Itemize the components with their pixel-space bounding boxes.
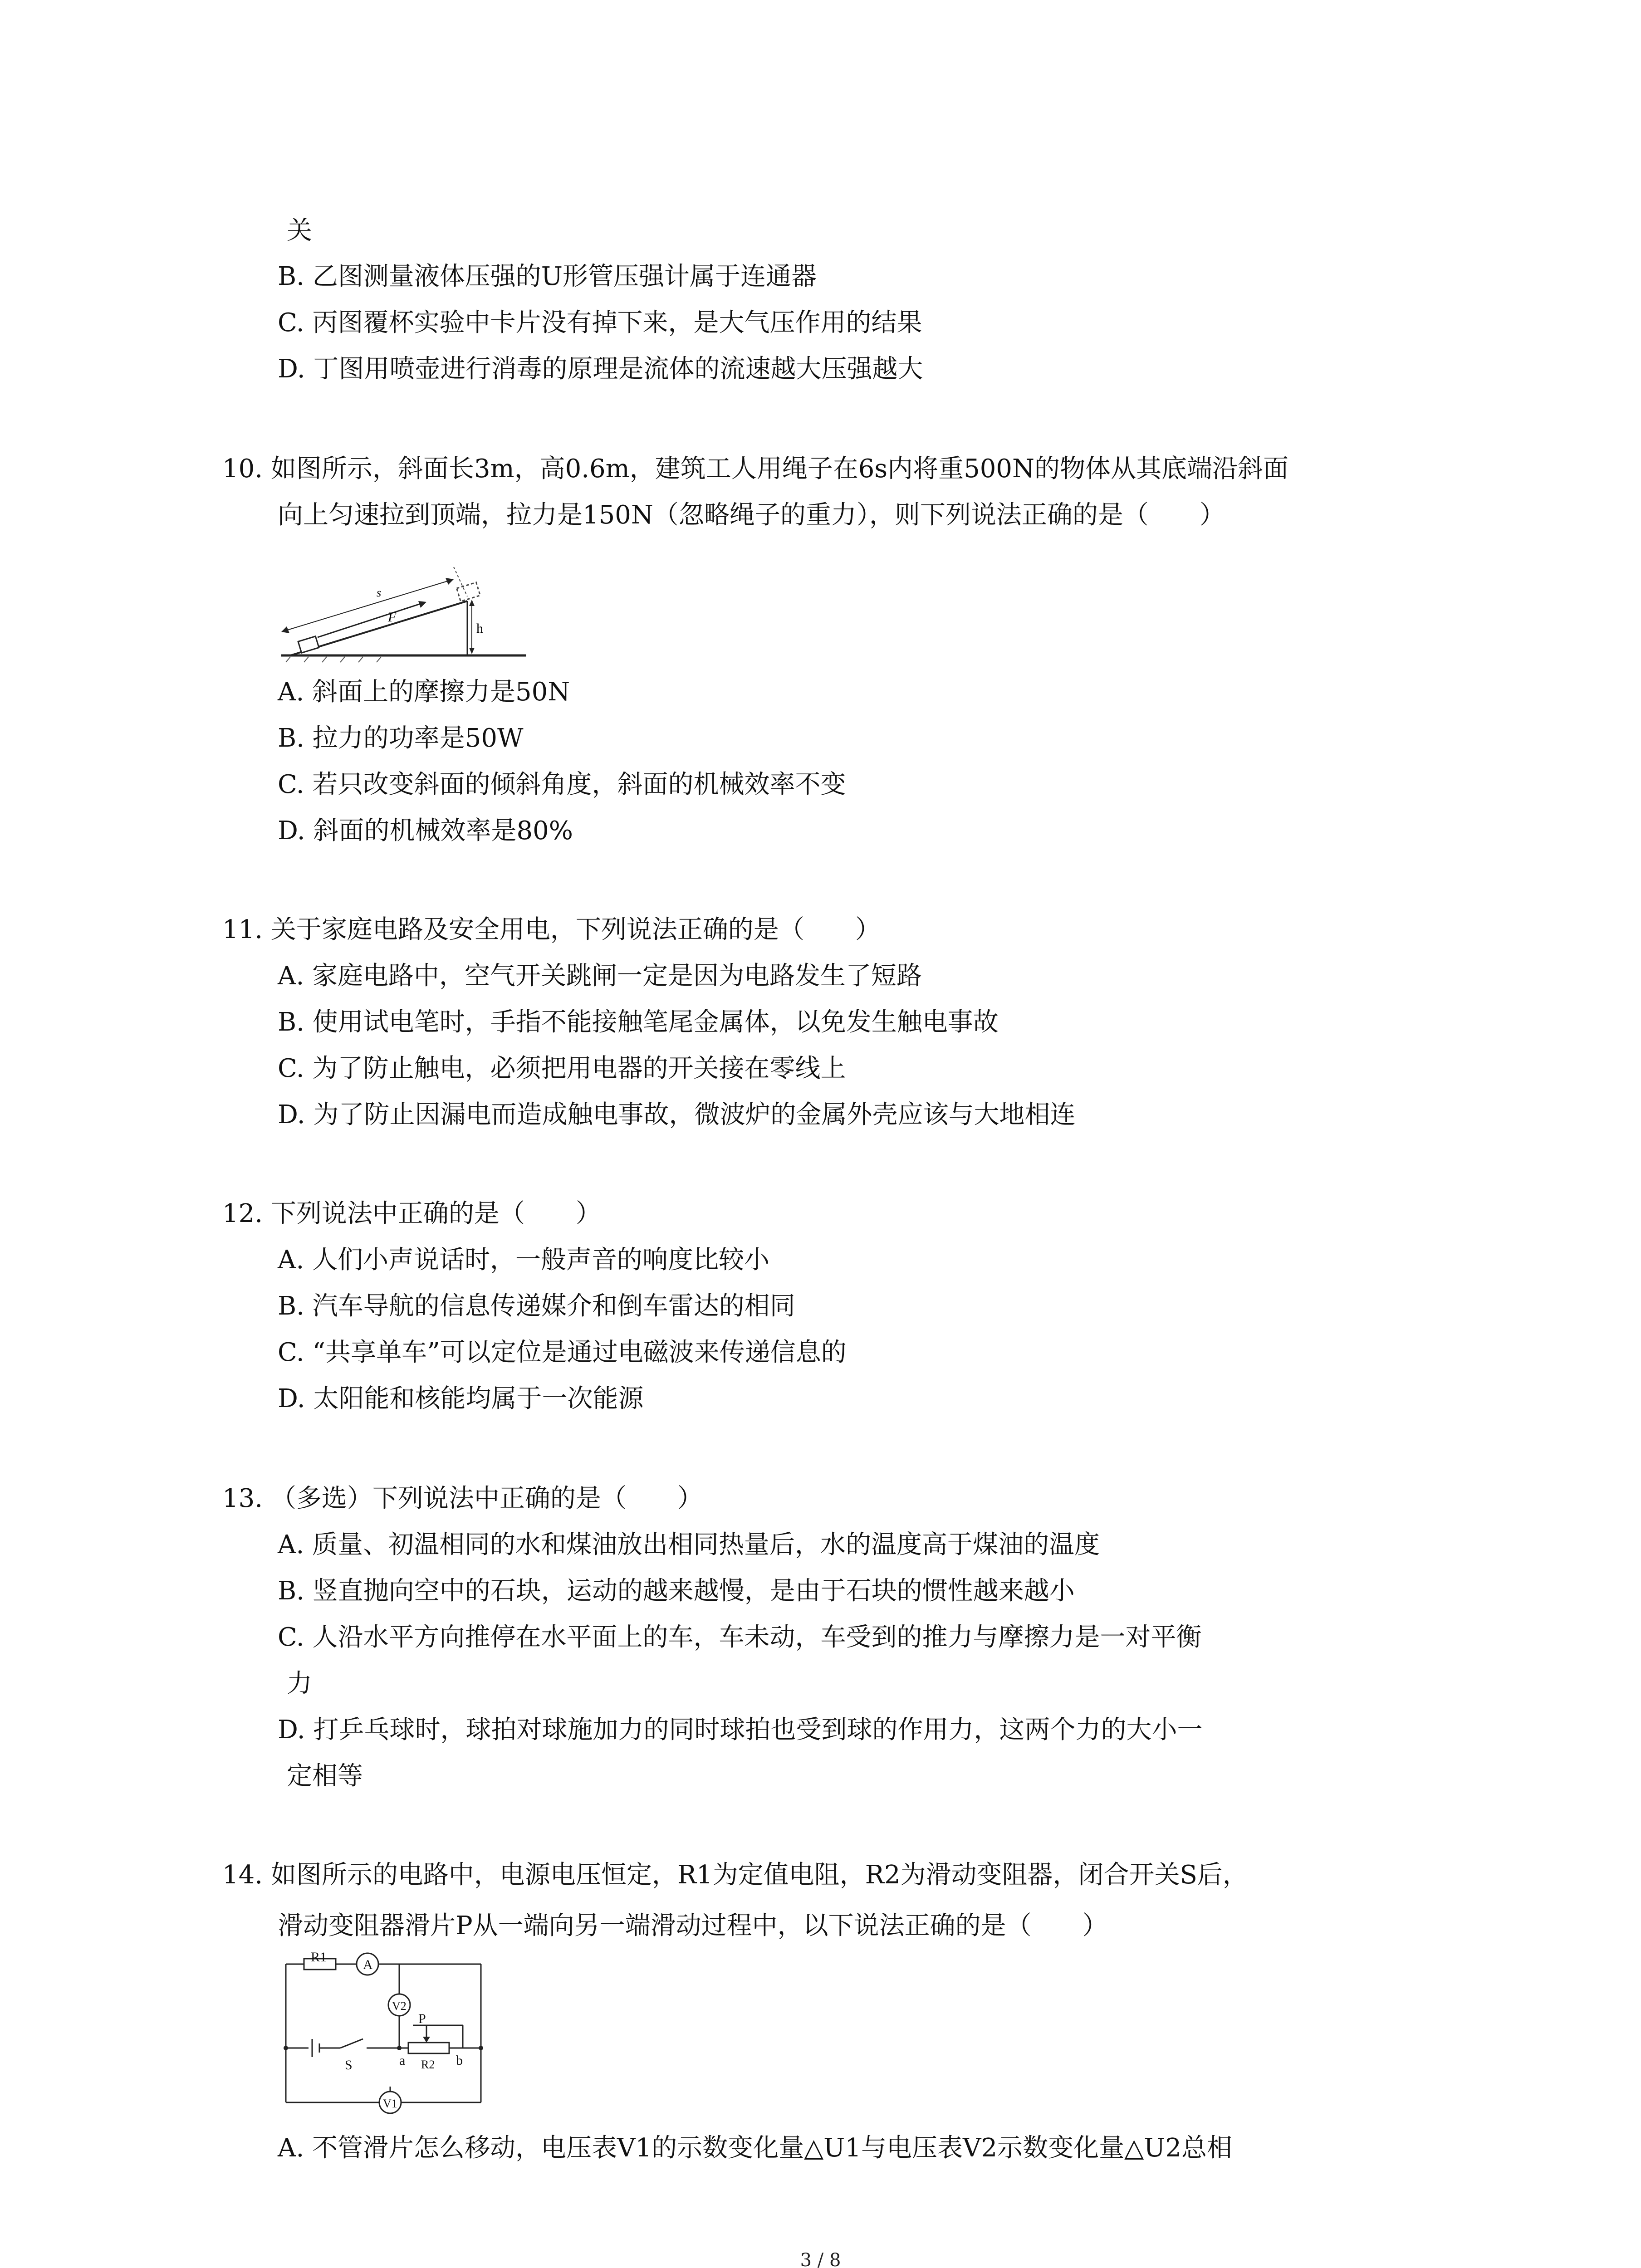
q11-option-c: C. 为了防止触电，必须把用电器的开关接在零线上 <box>278 1054 846 1083</box>
q10-option-a: A. 斜面上的摩擦力是50N <box>278 677 570 707</box>
q13-option-d-line1: D. 打乒乓球时，球拍对球施加力的同时球拍也受到球的作用力，这两个力的大小一 <box>278 1715 1203 1745</box>
q10-stem-line2: 向上匀速拉到顶端，拉力是150N（忽略绳子的重力），则下列说法正确的是（ ） <box>278 500 1225 530</box>
page-number: 3 / 8 <box>800 2250 841 2268</box>
q12-option-a: A. 人们小声说话时，一般声音的响度比较小 <box>278 1245 770 1275</box>
q13-stem: 13. （多选）下列说法中正确的是（ ） <box>222 1484 703 1513</box>
q9-option-b: B. 乙图测量液体压强的U形管压强计属于连通器 <box>278 262 817 291</box>
q10-stem-line1: 10. 如图所示，斜面长3m，高0.6m，建筑工人用绳子在6s内将重500N的物体从其底端沿斜面 <box>222 454 1289 484</box>
q12-option-b: B. 汽车导航的信息传递媒介和倒车雷达的相同 <box>278 1291 795 1321</box>
q14-stem-line2: 滑动变阻器滑片P从一端向另一端滑动过程中，以下说法正确的是（ ） <box>278 1911 1108 1941</box>
label-h: h <box>476 621 483 636</box>
q10-option-d: D. 斜面的机械效率是80% <box>278 816 573 846</box>
label-v1: V1 <box>383 2097 397 2110</box>
label-b: b <box>456 2053 463 2068</box>
label-v2: V2 <box>392 1999 407 2013</box>
q12-option-d: D. 太阳能和核能均属于一次能源 <box>278 1384 644 1413</box>
label-r1: R1 <box>311 1950 327 1965</box>
q11-option-a: A. 家庭电路中，空气开关跳闸一定是因为电路发生了短路 <box>278 961 922 991</box>
label-s: s <box>377 586 382 599</box>
label-f: F <box>388 610 397 625</box>
q10-option-b: B. 拉力的功率是50W <box>278 723 524 753</box>
q12-option-c: C. “共享单车”可以定位是通过电磁波来传递信息的 <box>278 1338 847 1367</box>
q13-option-a: A. 质量、初温相同的水和煤油放出相同热量后，水的温度高于煤油的温度 <box>278 1530 1100 1559</box>
label-s: S <box>345 2058 353 2072</box>
q14-option-a: A. 不管滑片怎么移动，电压表V1的示数变化量△U1与电压表V2示数变化量△U2总相 <box>278 2133 1232 2163</box>
q11-stem: 11. 关于家庭电路及安全用电，下列说法正确的是（ ） <box>222 915 881 944</box>
q13-option-c-line2: 力 <box>287 1669 312 1698</box>
incline-figure <box>272 540 535 667</box>
q13-option-b: B. 竖直抛向空中的石块，运动的越来越慢，是由于石块的惯性越来越小 <box>278 1576 1075 1606</box>
q11-option-b: B. 使用试电笔时，手指不能接触笔尾金属体，以免发生触电事故 <box>278 1007 999 1037</box>
label-ammeter: A <box>363 1957 373 1972</box>
label-r2: R2 <box>421 2058 435 2071</box>
q11-option-d: D. 为了防止因漏电而造成触电事故，微波炉的金属外壳应该与大地相连 <box>278 1100 1076 1129</box>
q12-stem: 12. 下列说法中正确的是（ ） <box>222 1199 601 1228</box>
q14-stem-line1: 14. 如图所示的电路中，电源电压恒定，R1为定值电阻，R2为滑动变阻器，闭合开关S后， <box>222 1860 1248 1890</box>
q9-continuation: 关 <box>287 216 312 245</box>
label-p: P <box>418 2011 426 2026</box>
label-a: a <box>399 2053 406 2068</box>
q9-option-c: C. 丙图覆杯实验中卡片没有掉下来，是大气压作用的结果 <box>278 308 922 337</box>
circuit-figure <box>277 1950 495 2114</box>
q10-option-c: C. 若只改变斜面的倾斜角度，斜面的机械效率不变 <box>278 770 846 799</box>
q13-option-d-line2: 定相等 <box>287 1761 363 1791</box>
q13-option-c-line1: C. 人沿水平方向推停在水平面上的车，车未动，车受到的推力与摩擦力是一对平衡 <box>278 1623 1202 1652</box>
q9-option-d: D. 丁图用喷壶进行消毒的原理是流体的流速越大压强越大 <box>278 354 923 384</box>
